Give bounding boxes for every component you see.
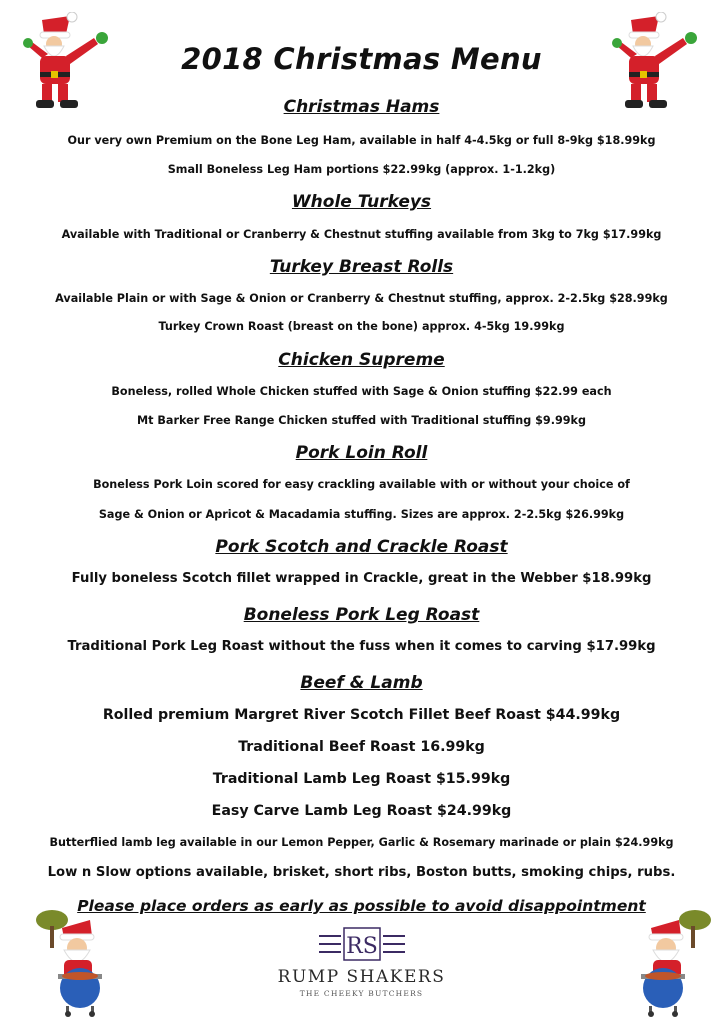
- menu-item: Boneless Pork Loin scored for easy crackling available with or without your choice of: [93, 478, 630, 491]
- monogram-text: RS: [345, 934, 378, 959]
- menu-item: Available with Traditional or Cranberry & Chestnut stuffing available from 3kg to 7kg $17.99kg: [61, 228, 662, 241]
- menu-item: Mt Barker Free Range Chicken stuffed with Traditional stuffing $9.99kg: [137, 414, 586, 427]
- menu-item: Traditional Beef Roast 16.99kg: [238, 739, 485, 755]
- menu-item: Available Plain or with Sage & Onion or Cranberry & Chestnut stuffing, approx. 2-2.5kg $28.99kg: [55, 292, 668, 305]
- menu-item: Traditional Pork Leg Roast without the fuss when it comes to carving $17.99kg: [67, 639, 656, 654]
- section-heading-christmas-hams: Christmas Hams: [283, 97, 440, 117]
- menu-item: Low n Slow options available, brisket, short ribs, Boston butts, smoking chips, rubs.: [47, 865, 676, 880]
- menu-item: Easy Carve Lamb Leg Roast $24.99kg: [211, 803, 512, 819]
- menu-item: Our very own Premium on the Bone Leg Ham, available in half 4-4.5kg or full 8-9kg $18.99kg: [67, 134, 656, 147]
- section-heading-chicken-supreme: Chicken Supreme: [278, 350, 445, 370]
- menu-item: Small Boneless Leg Ham portions $22.99kg (approx. 1-1.2kg): [167, 163, 556, 176]
- menu-item: Fully boneless Scotch fillet wrapped in Crackle, great in the Webber $18.99kg: [71, 571, 652, 586]
- section-heading-pork-loin-roll: Pork Loin Roll: [295, 443, 428, 463]
- section-heading-whole-turkeys: Whole Turkeys: [291, 192, 432, 212]
- brand-tagline: THE CHEEKY BUTCHERS: [299, 989, 424, 998]
- section-heading-turkey-breast-rolls: Turkey Breast Rolls: [269, 257, 454, 277]
- menu-item: Sage & Onion or Apricot & Macadamia stuffing. Sizes are approx. 2-2.5kg $26.99kg: [98, 508, 625, 521]
- menu-item: Butterflied lamb leg available in our Lemon Pepper, Garlic & Rosemary marinade or plain $24.99kg: [49, 836, 674, 849]
- section-heading-pork-scotch: Pork Scotch and Crackle Roast: [215, 537, 508, 557]
- menu-item: Rolled premium Margret River Scotch Fillet Beef Roast $44.99kg: [102, 707, 621, 723]
- section-heading-boneless-pork-leg: Boneless Pork Leg Roast: [243, 605, 480, 625]
- menu-item: Traditional Lamb Leg Roast $15.99kg: [212, 771, 511, 787]
- menu-item: Boneless, rolled Whole Chicken stuffed with Sage & Onion stuffing $22.99 each: [111, 385, 612, 398]
- rs-monogram-icon: [317, 924, 407, 964]
- menu-item: Turkey Crown Roast (breast on the bone) approx. 4-5kg 19.99kg: [158, 320, 565, 333]
- brand-name: RUMP SHAKERS: [277, 967, 446, 987]
- order-notice: Please place orders as early as possible to avoid disappointment: [77, 897, 646, 915]
- section-heading-beef-lamb: Beef & Lamb: [300, 673, 423, 693]
- brand-logo: [0, 924, 723, 968]
- page-title: 2018 Christmas Menu: [181, 42, 542, 76]
